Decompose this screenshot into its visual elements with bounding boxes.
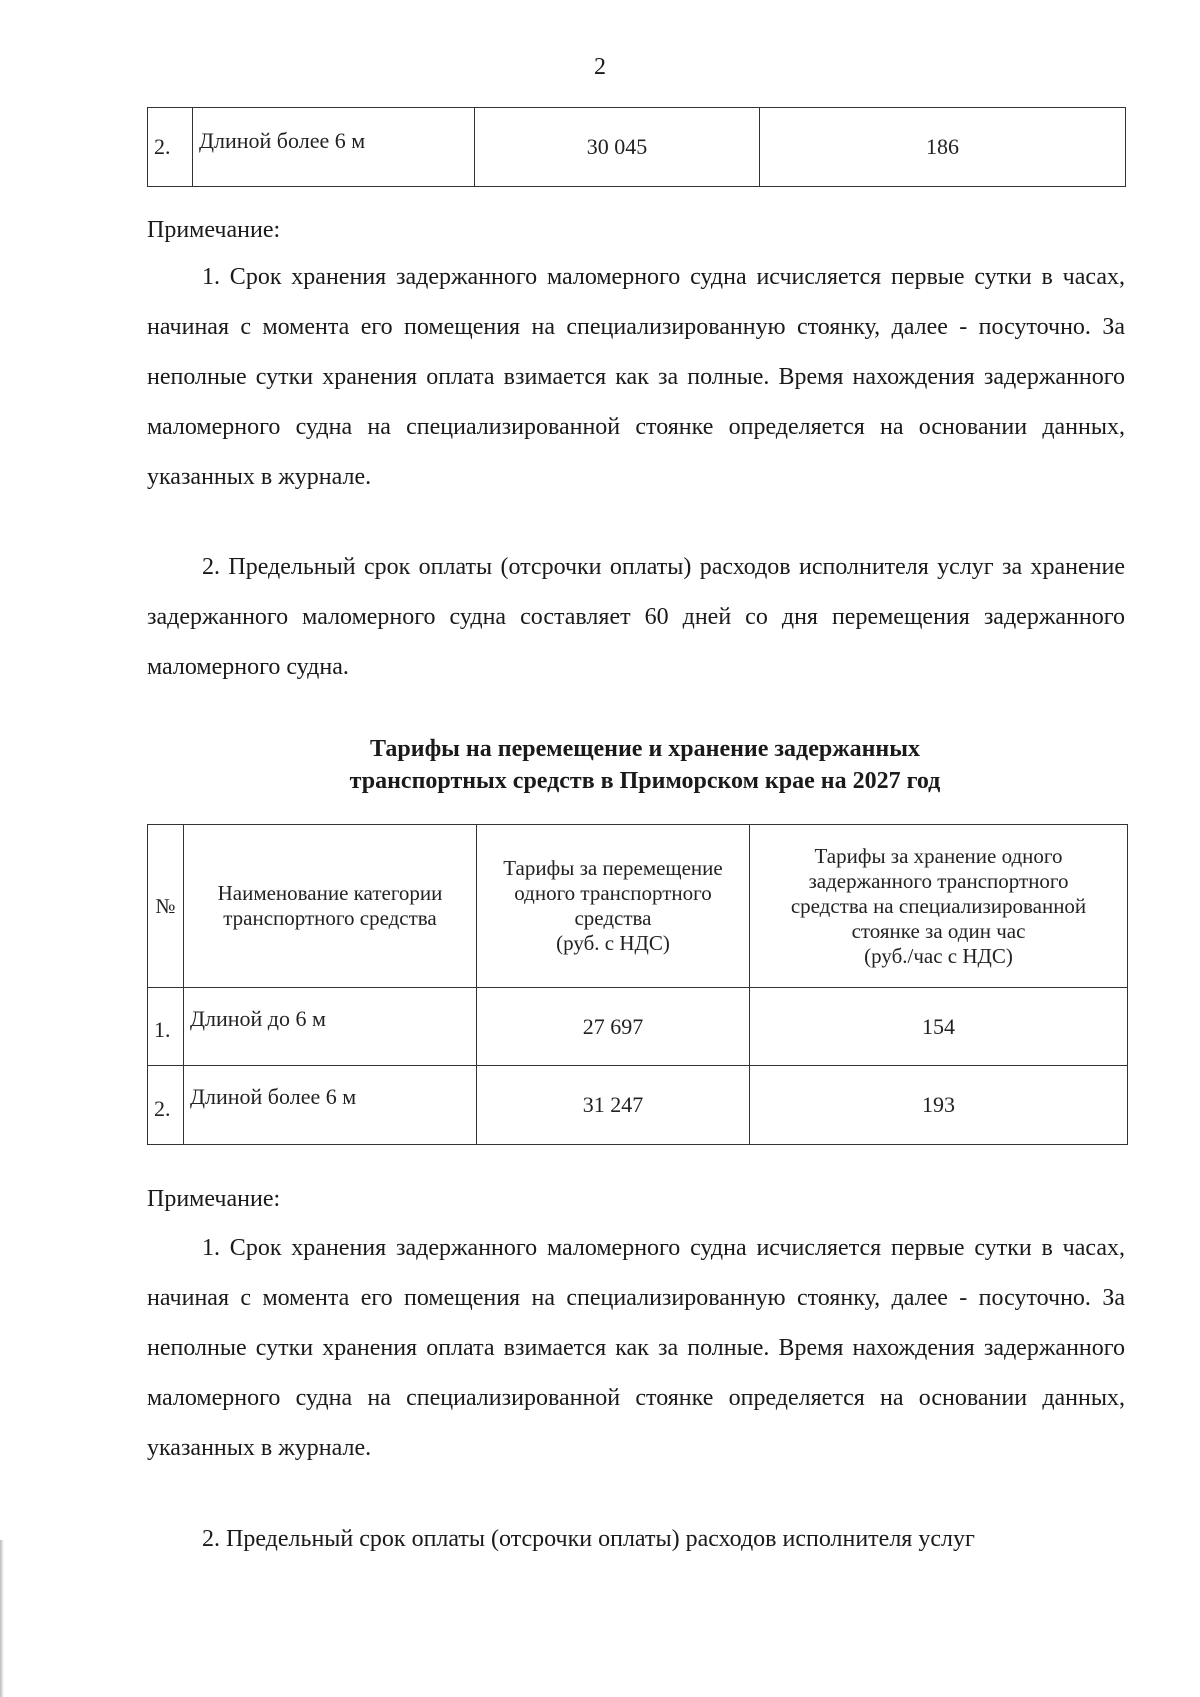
header-storage-line: (руб./час с НДС) bbox=[864, 943, 1013, 968]
table-row bbox=[148, 1066, 1128, 1145]
storage-tariff: 186 bbox=[760, 108, 1126, 187]
note-title: Примечание: bbox=[147, 1186, 281, 1212]
storage-tariff: 154 bbox=[750, 988, 1128, 1066]
category-name: Длиной более 6 м bbox=[193, 108, 475, 187]
row-number: 2. bbox=[148, 108, 193, 187]
note-paragraph-2: 2. Предельный срок оплаты (отсрочки оплаты) расходов исполнителя услуг за хранение задержанного маломерного судна составляет 60 дней со дня перемещения задержанного маломерного судна. bbox=[147, 554, 1125, 680]
table-header-row bbox=[148, 825, 1128, 988]
category-name: Длиной более 6 м bbox=[184, 1066, 477, 1145]
header-storage-line: Тарифы за хранение одного bbox=[814, 843, 1063, 868]
row-number: 2. bbox=[148, 1066, 184, 1145]
header-storage-line: средства на специализированной bbox=[790, 893, 1087, 918]
section-title-line-1: Тарифы на перемещение и хранение задержанных bbox=[369, 736, 920, 762]
move-tariff: 27 697 bbox=[477, 988, 750, 1066]
move-tariff: 31 247 bbox=[477, 1066, 750, 1145]
note-paragraph-1: 1. Срок хранения задержанного маломерного судна исчисляется первые сутки в часах, начиная с момента его помещения на специализированную стоянку, далее - посуточно. За неполные сутки хранения оплата взимается как за полные. Время нахождения задержанного маломерного судна на специализированной стоянке определяется на основании данных, указанных в журнале. bbox=[147, 1235, 1125, 1461]
header-storage-line: стоянке за один час bbox=[851, 918, 1026, 943]
header-move-line: (руб. с НДС) bbox=[556, 931, 670, 955]
move-tariff: 30 045 bbox=[475, 108, 760, 187]
table-row bbox=[148, 108, 1126, 187]
category-name: Длиной до 6 м bbox=[184, 988, 477, 1066]
header-category: Наименование категории транспортного средства bbox=[184, 825, 477, 988]
header-move-line: средства bbox=[574, 906, 652, 930]
note-paragraph-2: 2. Предельный срок оплаты (отсрочки оплаты) расходов исполнителя услуг bbox=[202, 1526, 975, 1552]
top-tariff-table bbox=[147, 107, 1126, 187]
section-title bbox=[0, 733, 1200, 797]
page-number: 2 bbox=[594, 54, 606, 80]
header-move-tariff bbox=[477, 825, 750, 988]
scan-edge-shadow bbox=[0, 1540, 4, 1697]
main-tariff-table bbox=[147, 824, 1128, 1145]
row-number: 1. bbox=[148, 988, 184, 1066]
header-storage-line: задержанного транспортного bbox=[808, 868, 1069, 893]
note-paragraph-1: 1. Срок хранения задержанного маломерного судна исчисляется первые сутки в часах, начиная с момента его помещения на специализированную стоянку, далее - посуточно. За неполные сутки хранения оплата взимается как за полные. Время нахождения задержанного маломерного судна на специализированной стоянке определяется на основании данных, указанных в журнале. bbox=[147, 264, 1125, 490]
header-number: № bbox=[148, 825, 184, 988]
header-move-line: одного транспортного bbox=[514, 881, 712, 905]
header-move-line: Тарифы за перемещение bbox=[503, 856, 723, 880]
table-row bbox=[148, 988, 1128, 1066]
note-title: Примечание: bbox=[147, 217, 281, 243]
header-storage-tariff bbox=[750, 825, 1128, 988]
storage-tariff: 193 bbox=[750, 1066, 1128, 1145]
section-title-line-2: транспортных средств в Приморском крае на 2027 год bbox=[349, 768, 941, 794]
